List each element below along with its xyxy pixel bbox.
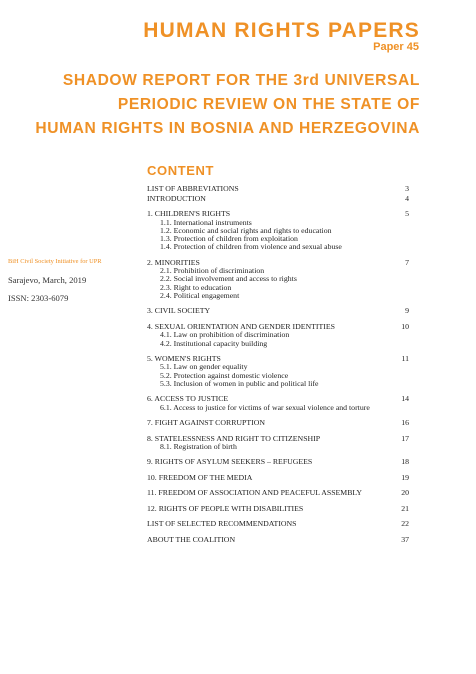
toc-page-number: 21 bbox=[401, 503, 409, 513]
toc-entry bbox=[147, 535, 409, 545]
toc-subentry: 5.2. Protection against domestic violence bbox=[160, 370, 289, 380]
toc-entry bbox=[147, 504, 409, 514]
series-title: HUMAN RIGHTS PAPERS bbox=[143, 19, 420, 42]
toc-subentry: 2.1. Prohibition of discrimination bbox=[160, 266, 265, 276]
toc-subentry: 5.1. Law on gender equality bbox=[160, 362, 248, 372]
toc-entry bbox=[147, 473, 409, 483]
toc-subentry: 8.1. Registration of birth bbox=[160, 442, 237, 452]
toc-subentry: 4.2. Institutional capacity building bbox=[160, 338, 268, 348]
toc-page-number: 5 bbox=[405, 209, 409, 218]
toc-page-number: 37 bbox=[401, 534, 409, 544]
toc-subentry: 1.3. Protection of children from exploitation bbox=[160, 234, 298, 244]
toc-entry bbox=[147, 184, 409, 194]
toc-page-number: 7 bbox=[405, 257, 409, 267]
toc-page-number: 17 bbox=[401, 433, 409, 443]
toc-entry-title: 10. FREEDOM OF THE MEDIA bbox=[147, 472, 253, 482]
toc-entry bbox=[147, 322, 409, 332]
toc-entry-title: 2. MINORITIES bbox=[147, 257, 200, 267]
report-title-line: SHADOW REPORT FOR THE 3rd UNIVERSAL bbox=[62, 72, 420, 89]
toc-entry-title: 8. STATELESSNESS AND RIGHT TO CITIZENSHIP bbox=[147, 433, 321, 443]
publication-info bbox=[8, 258, 143, 311]
toc-entry bbox=[147, 457, 409, 467]
toc-entry-title: 7. FIGHT AGAINST CORRUPTION bbox=[147, 418, 265, 428]
paper-number: Paper 45 bbox=[373, 41, 419, 53]
toc-entry bbox=[147, 354, 409, 364]
toc-page-number: 19 bbox=[401, 472, 409, 482]
organization-name: BiH Civil Society Initiative for UPR bbox=[8, 258, 102, 265]
toc-page-number: 22 bbox=[401, 519, 409, 529]
toc-entry-title: INTRODUCTION bbox=[147, 193, 206, 203]
toc-page-number: 4 bbox=[405, 193, 409, 203]
report-title bbox=[35, 69, 420, 141]
toc-subentry: 1.1. International instruments bbox=[160, 217, 252, 227]
toc-entry bbox=[147, 488, 409, 498]
toc-entry bbox=[147, 194, 409, 204]
toc-entry-title: 1. CHILDREN'S RIGHTS bbox=[147, 209, 231, 218]
toc-subentry: 1.4. Protection of children from violence and sexual abuse bbox=[160, 242, 342, 252]
toc-entry bbox=[147, 418, 409, 428]
toc-page-number: 3 bbox=[405, 184, 409, 193]
toc-entry-title: 12. RIGHTS OF PEOPLE WITH DISABILITIES bbox=[147, 503, 304, 513]
place-date: Sarajevo, March, 2019 bbox=[8, 275, 87, 285]
toc-page-number: 20 bbox=[401, 488, 409, 498]
toc-page-number: 9 bbox=[405, 306, 409, 316]
toc-entry-title: 5. WOMEN'S RIGHTS bbox=[147, 353, 221, 363]
content-heading: CONTENT bbox=[147, 163, 215, 178]
toc-subentry: 6.1. Access to justice for victims of war sexual violence and torture bbox=[160, 402, 370, 412]
toc-entry bbox=[147, 394, 409, 404]
toc-subentry: 5.3. Inclusion of women in public and political life bbox=[160, 379, 319, 389]
toc-page-number: 14 bbox=[401, 394, 409, 404]
toc-entry bbox=[147, 209, 409, 219]
toc-subentry: 2.3. Right to education bbox=[160, 282, 232, 292]
toc-entry-title: 9. RIGHTS OF ASYLUM SEEKERS – REFUGEES bbox=[147, 457, 313, 467]
table-of-contents bbox=[147, 184, 409, 544]
toc-entry-title: 3. CIVIL SOCIETY bbox=[147, 306, 211, 316]
toc-entry bbox=[147, 434, 409, 444]
report-title-line: HUMAN RIGHTS IN BOSNIA AND HERZEGOVINA bbox=[35, 120, 420, 137]
issn: ISSN: 2303-6079 bbox=[8, 293, 69, 303]
toc-entry bbox=[147, 306, 409, 316]
toc-page-number: 16 bbox=[401, 418, 409, 428]
toc-entry bbox=[147, 519, 409, 529]
toc-subentry: 2.2. Social involvement and access to rights bbox=[160, 274, 297, 284]
toc-entry-title: LIST OF SELECTED RECOMMENDATIONS bbox=[147, 519, 297, 529]
toc-entry-title: 11. FREEDOM OF ASSOCIATION AND PEACEFUL ASSEMBLY bbox=[147, 488, 363, 498]
toc-page-number: 18 bbox=[401, 457, 409, 467]
toc-subentry: 2.4. Political engagement bbox=[160, 291, 240, 301]
toc-subentry: 1.2. Economic and social rights and rights to education bbox=[160, 225, 332, 235]
toc-entry-title: ABOUT THE COALITION bbox=[147, 534, 236, 544]
toc-subentry: 4.1. Law on prohibition of discrimination bbox=[160, 330, 290, 340]
toc-entry-title: 6. ACCESS TO JUSTICE bbox=[147, 394, 229, 404]
report-title-line: PERIODIC REVIEW ON THE STATE OF bbox=[117, 96, 420, 113]
toc-page-number: 10 bbox=[401, 321, 409, 331]
toc-page-number: 11 bbox=[401, 353, 409, 363]
toc-entry-title: 4. SEXUAL ORIENTATION AND GENDER IDENTITIES bbox=[147, 321, 335, 331]
toc-entry bbox=[147, 258, 409, 268]
toc-entry-title: LIST OF ABBREVIATIONS bbox=[147, 184, 239, 193]
